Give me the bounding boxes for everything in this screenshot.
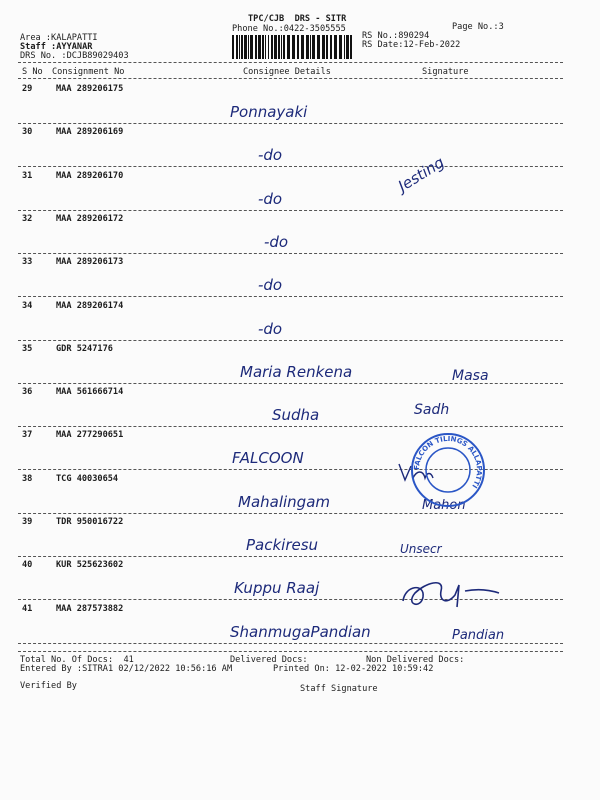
- row-consignment-number: MAA 289206169: [56, 127, 124, 137]
- column-header-signature: Signature: [422, 67, 469, 77]
- row-serial-number: 36: [22, 387, 33, 397]
- row-divider: [18, 426, 563, 427]
- row-handwritten-consignee: Kuppu Raaj: [234, 579, 320, 597]
- row-consignment-number: MAA 289206174: [56, 301, 124, 311]
- row-serial-number: 35: [22, 344, 33, 354]
- barcode: [230, 33, 356, 61]
- column-header-sno: S No: [22, 67, 43, 77]
- signature-masa: Masa: [452, 368, 489, 384]
- row-divider: [18, 296, 563, 297]
- printed-on: Printed On: 12-02-2022 10:59:42: [273, 664, 434, 674]
- row-serial-number: 38: [22, 474, 33, 484]
- row-serial-number: 41: [22, 604, 33, 614]
- row-consignment-number: MAA 289206173: [56, 257, 124, 267]
- barcode-bar: [306, 35, 309, 59]
- row-divider: [18, 210, 563, 211]
- non-delivered-docs: Non Delivered Docs:: [366, 655, 465, 665]
- margin-handwritten-note: Jesting: [395, 153, 448, 196]
- row-consignment-number: MAA 289206170: [56, 171, 124, 181]
- phone-number: Phone No.:0422-3505555: [232, 24, 346, 34]
- row-handwritten-consignee: Sudha: [272, 406, 320, 424]
- row-serial-number: 33: [22, 257, 33, 267]
- barcode-bar: [258, 35, 261, 59]
- staff-label: Staff :AYYANAR: [20, 42, 93, 52]
- row-serial-number: 37: [22, 430, 33, 440]
- row-divider: [18, 253, 563, 254]
- barcode-bar: [236, 35, 238, 59]
- barcode-bar: [326, 35, 328, 59]
- row-handwritten-consignee: -do: [258, 190, 283, 208]
- barcode-bar: [239, 35, 240, 59]
- row-consignment-number: MAA 289206175: [56, 84, 124, 94]
- barcode-bar: [244, 35, 247, 59]
- row-handwritten-consignee: Maria Renkena: [240, 363, 353, 381]
- row-serial-number: 34: [22, 301, 33, 311]
- area-label: Area :KALAPATTI: [20, 33, 98, 43]
- row-serial-number: 39: [22, 517, 33, 527]
- row-consignment-number: TDR 950016722: [56, 517, 124, 527]
- barcode-bar: [330, 35, 332, 59]
- barcode-bar: [232, 35, 234, 59]
- barcode-bar: [250, 35, 253, 59]
- barcode-bar: [265, 35, 266, 59]
- barcode-bar: [312, 35, 315, 59]
- entered-by: Entered By :SITRA1 02/12/2022 10:56:16 AM: [20, 664, 233, 674]
- signature-shanmuga: Pandian: [452, 628, 505, 643]
- row-serial-number: 32: [22, 214, 33, 224]
- row-handwritten-consignee: FALCOON: [232, 449, 304, 467]
- barcode-bar: [317, 35, 320, 59]
- scribble-signature: [395, 575, 505, 615]
- row-serial-number: 40: [22, 560, 33, 570]
- row-consignment-number: KUR 525623602: [56, 560, 124, 570]
- row-consignment-number: MAA 287573882: [56, 604, 124, 614]
- row-handwritten-consignee: -do: [258, 146, 283, 164]
- row-consignment-number: MAA 277290651: [56, 430, 124, 440]
- barcode-bar: [255, 35, 257, 59]
- row-serial-number: 31: [22, 171, 33, 181]
- document-title: TPC/CJB DRS - SITR: [248, 14, 347, 24]
- company-stamp: [408, 430, 488, 510]
- barcode-bar: [322, 35, 325, 59]
- rs-date: RS Date:12-Feb-2022: [362, 40, 461, 50]
- row-handwritten-consignee: Mahalingam: [238, 493, 330, 511]
- drs-number: DRS No. :DCJB89029403: [20, 51, 129, 61]
- row-handwritten-consignee: Packiresu: [246, 536, 319, 554]
- barcode-bar: [268, 35, 269, 59]
- barcode-bar: [297, 35, 299, 59]
- barcode-bar: [350, 35, 352, 59]
- barcode-bar: [271, 35, 273, 59]
- delivered-docs: Delivered Docs:: [230, 655, 308, 665]
- row-serial-number: 30: [22, 127, 33, 137]
- stamp-text: FALCON TILINGS ALLAPATTI: [412, 434, 484, 490]
- row-divider: [18, 643, 563, 644]
- barcode-bar: [344, 35, 345, 59]
- barcode-bar: [278, 35, 280, 59]
- signature-mahalingam: Mahon: [422, 498, 466, 513]
- row-serial-number: 29: [22, 84, 33, 94]
- barcode-bar: [248, 35, 249, 59]
- barcode-bar: [310, 35, 311, 59]
- staff-signature: Staff Signature: [300, 684, 378, 694]
- page-number: Page No.:3: [452, 22, 504, 32]
- verified-by: Verified By: [20, 681, 77, 691]
- barcode-bar: [301, 35, 304, 59]
- column-header-consignment: Consignment No: [52, 67, 125, 77]
- barcode-bar: [283, 35, 285, 59]
- row-divider: [18, 340, 563, 341]
- barcode-bar: [281, 35, 282, 59]
- barcode-bar: [241, 35, 243, 59]
- signature-packiresu: Unsecr: [400, 542, 442, 556]
- header-divider: [18, 62, 563, 63]
- barcode-bar: [287, 35, 290, 59]
- row-handwritten-consignee: -do: [258, 320, 283, 338]
- barcode-bar: [346, 35, 349, 59]
- row-handwritten-consignee: Ponnayaki: [230, 103, 308, 121]
- row-consignment-number: GDR 5247176: [56, 344, 113, 354]
- row-handwritten-consignee: -do: [258, 276, 283, 294]
- row-divider: [18, 513, 563, 514]
- barcode-bar: [292, 35, 295, 59]
- barcode-bar: [339, 35, 342, 59]
- row-consignment-number: TCG 40030654: [56, 474, 119, 484]
- signature-sudha: Sadh: [414, 402, 450, 418]
- rs-number: RS No.:890294: [362, 31, 430, 41]
- row-handwritten-consignee: -do: [264, 233, 289, 251]
- total-docs: Total No. Of Docs: 41: [20, 655, 134, 665]
- row-divider: [18, 556, 563, 557]
- footer-divider: [18, 651, 563, 652]
- barcode-bar: [262, 35, 264, 59]
- row-consignment-number: MAA 561666714: [56, 387, 124, 397]
- row-handwritten-consignee: ShanmugaPandian: [230, 623, 371, 641]
- row-divider: [18, 166, 563, 167]
- barcode-bar: [334, 35, 337, 59]
- row-divider: [18, 123, 563, 124]
- column-header-consignee: Consignee Details: [243, 67, 331, 77]
- barcode-bar: [274, 35, 277, 59]
- row-consignment-number: MAA 289206172: [56, 214, 124, 224]
- column-header-divider: [18, 78, 563, 79]
